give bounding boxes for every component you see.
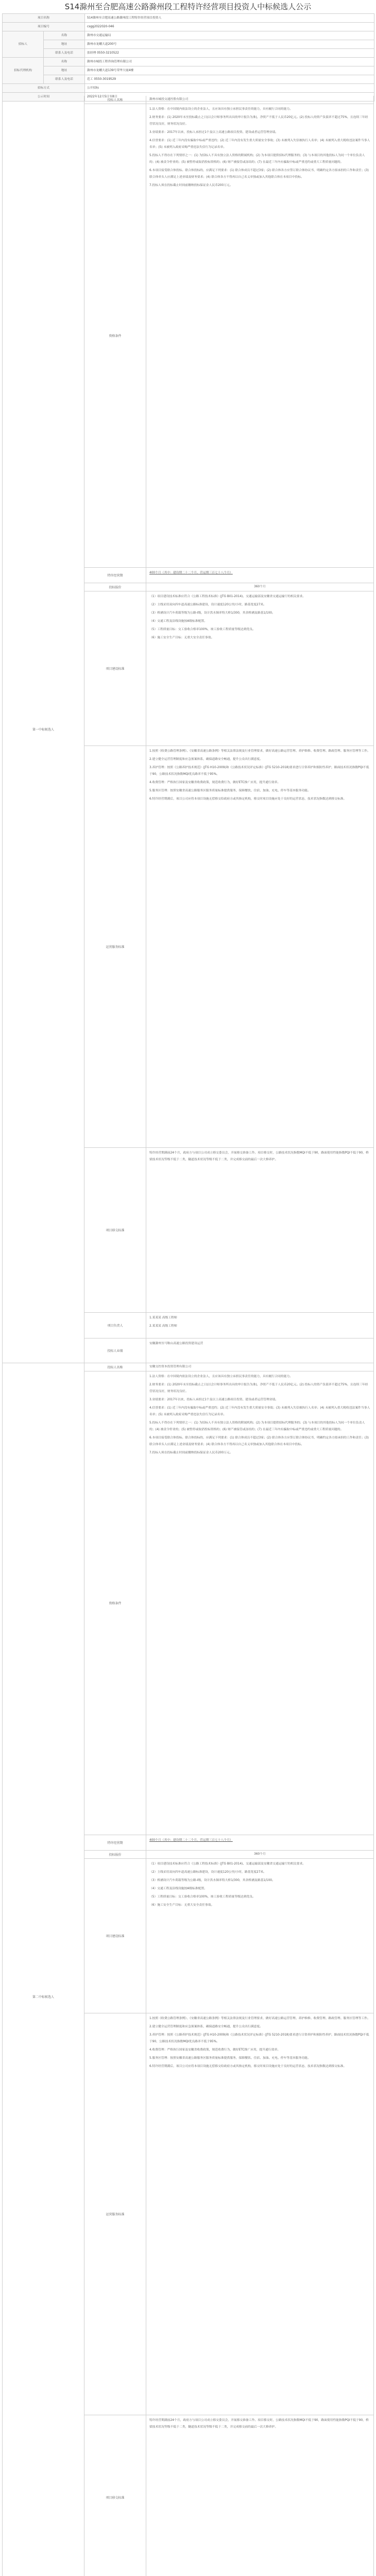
c1-qual-para: 4.信誉要求：(1) 近三年内没有骗取中标或严重违约；(2) 近三年内没有发生重大质量安全事故；(3) 未被列入失信被执行人名单；(4) 未被列入重大税收违法案件当事人名单；(5) 未被列入政府采购严重违法失信行为记录名单。 [149, 139, 370, 149]
agency-name-value: 滁州市城投工程咨询管理有限公司 [85, 58, 374, 66]
row-project-name [3, 14, 374, 23]
c1-person-content [146, 1313, 374, 1338]
c2-tech-para: （5）工程质量目标：交工验收合格率100%，竣工验收工程质量等级达到优良。 [149, 1895, 255, 1899]
c1-ops-para: 2.建立健全运营管理制度和应急预案体系，确保道路安全畅通，提升公众出行满意度。 [149, 758, 263, 761]
c1-perf-value: 安徽滁州至马鞍山高速公路投资建设运营 [146, 1338, 374, 1363]
row-tenderer-address [3, 40, 374, 49]
method-value: 公开招标 [85, 84, 374, 93]
c1-manage-para: 特许经营期满前24个月，政府方与项目公司成立移交委员会，开展移交准备工作。项目移交时，公路技术状况指数MQI不低于90，路面使用性能指数PQI不低于90，桥梁技术状况等级不低于二类，隧道技术状况等级不低于二类，并完成移交前的最后一次大修养护。 [149, 1151, 369, 1161]
c1-bidder-value: 滁州市城投交通控股有限公司 [146, 96, 374, 104]
tenderer-label: 招标人 [3, 31, 44, 58]
c1-tech-para: （4）交通工程及沿线设施按A级标准配置。 [149, 620, 207, 623]
row-method [3, 84, 374, 93]
c2-ops-label: 运营服务标准 [84, 2013, 146, 2415]
c1-ops-para: 4.收费管理：严格执行国家及安徽省收费政策，规范收费行为，做好ETC推广应用，提升通行效率。 [149, 781, 281, 784]
tenderer-name-value: 滁州市交通运输局 [85, 31, 374, 40]
tenderer-contact-value: 张经理 0550-3210522 [85, 49, 374, 58]
c2-ops-para: 6.特许经营期满后，项目公司应将本项目设施无偿移交给政府方或其指定机构，移交时项目设施应处于良好的运营状态，技术状况指数达到移交标准。 [149, 2065, 347, 2068]
c1-tech-para: （3）桥涵设计汽车荷载等级为公路-I级，设计洪水频率特大桥1/300，其余桥涵及路基1/100。 [149, 612, 275, 615]
c2-manage-content [146, 2415, 374, 2576]
c2-term-label: 特许经营期 [84, 1835, 146, 1851]
c1-person-label: 项目负责人 [84, 1313, 146, 1338]
c1-qual-para: 1.法人资格：在中国境内依法设立的企业法人，且应该具有独立承担民事责任的能力，具有履行合同的能力。 [149, 108, 293, 111]
publicity-date-value: 2022年12月5日至8日 [85, 93, 374, 101]
c2-fee-label: 投标报价 [84, 1851, 146, 1859]
c2-ops-content [146, 2013, 374, 2415]
agency-address-label: 地址 [44, 66, 85, 75]
row-tenderer-contact [3, 49, 374, 58]
project-number-label: 项目编号 [3, 23, 85, 31]
c2-qual-para: 6.本项目接受联合体投标。联合体投标的，应满足下列要求：(1) 联合体成员不超过3家；(2) 联合体各方应签订联合体协议书，明确约定各方拟承担的工作和责任；(3) 联合体牵头人应满足上述业绩及财务要求；(4) 联合体各方不得再以自己名义单独或加入其他联合体在本项目中投标。 [149, 1436, 369, 1446]
c1-tech-content [146, 591, 374, 746]
c2-qual-label: 资格条件 [84, 1371, 146, 1835]
c2-bidder-value: 安徽交控资本投资管理有限公司 [146, 1363, 374, 1371]
agency-label: 招标代理机构 [3, 58, 44, 84]
c1-manage-content [146, 1148, 374, 1313]
c2-qual-para: 7.投标人须在投标截止时间前缴纳投标保证金人民币200万元。 [149, 1451, 233, 1454]
c2-qual-content [146, 1371, 374, 1835]
c2-fee-value: 360个月 [146, 1851, 374, 1859]
c2-qual-para: 1.法人资格：在中国境内依法设立的企业法人，且应该具有独立承担民事责任的能力，具有履行合同的能力。 [149, 1375, 293, 1378]
tenderer-contact-label: 联系人及电话 [44, 49, 85, 58]
c1-tech-para: （1）项目建设技术标准应符合《公路工程技术标准》(JTG B01-2014)、交通运输部及安徽省交通运输厅的相关要求。 [149, 595, 306, 598]
c1-qual-para: 5.投标人不得存在下列情形之一：(1) 为招标人不具有独立法人资格的附属机构；(2) 为本项目提供招标代理服务的；(3) 与本项目的其他投标人为同一个单位负责人的；(4) 被责令停业的；(5) 被暂停或取消投标资格的；(6) 财产被接管或冻结的；(7) 在最近三年内有骗取中标或严重违约或重大工程质量问题的。 [149, 154, 365, 164]
c2-ops-para: 1.按照《收费公路管理条例》、《安徽省高速公路条例》等相关法律法规及行业管理要求，做好高速公路运营管理、养护维修、收费管理、路政管理、服务区管理等工作。 [149, 2017, 370, 2020]
agency-address-value: 滁州市龙蟠大道139号荣华大厦4楼 [85, 66, 374, 75]
candidate-1-label: 第一中标候选人 [2, 96, 84, 1363]
c1-ops-para: 6.特许经营期满后，项目公司应将本项目设施无偿移交给政府方或其指定机构，移交时项目设施应处于良好的运营状态，技术状况指数达到移交标准。 [149, 798, 347, 801]
row-agency-address [3, 66, 374, 75]
c2-qual-para: 5.投标人不得存在下列情形之一：(1) 为招标人不具有独立法人资格的附属机构；(2) 为本项目提供招标代理服务的；(3) 与本项目的其他投标人为同一个单位负责人的；(4) 被责令停业的；(5) 被暂停或取消投标资格的；(6) 财产被接管或冻结的；(7) 在最近三年内有骗取中标或严重违约或重大工程质量问题的。 [149, 1421, 365, 1431]
c2-term-text: 400个月（其中：建设期二十二个月，营运期三百七十八个月） [149, 1839, 233, 1842]
publicity-date-label: 公示时间 [3, 93, 85, 101]
candidate-2-section [2, 1363, 374, 2576]
notice-table [2, 13, 374, 2576]
candidate-1-section [2, 96, 374, 1363]
c1-qual-content [146, 104, 374, 568]
project-name-label: 项目名称 [3, 14, 85, 23]
agency-contact-value: 范工 0550-3019529 [85, 75, 374, 84]
c1-qual-para: 7.投标人须在投标截止时间前缴纳投标保证金人民币200万元。 [149, 184, 233, 187]
c2-ops-para: 4.收费管理：严格执行国家及安徽省收费政策，规范收费行为，做好ETC推广应用，提升通行效率。 [149, 2048, 281, 2052]
c2-ops-para: 5.服务区管理：按照安徽省高速公路服务区服务质量标准提供服务，保障餐饮、住宿、加油、充电、停车等基本服务功能。 [149, 2057, 311, 2060]
page-title: S14滁州至合肥高速公路滁州段工程特许经营项目投资人中标候选人公示 [64, 2, 312, 11]
c1-qual-para: 3.业绩要求：2017年以来，投标人承担过1个及以上高速公路项目投资、建设或者运营管理业绩。 [149, 131, 279, 134]
c1-ops-para: 1.按照《收费公路管理条例》、《安徽省高速公路条例》等相关法律法规及行业管理要求，做好高速公路运营管理、养护维修、收费管理、路政管理、服务区管理等工作。 [149, 750, 370, 753]
c1-term-text: 400个月（其中：建设期二十二个月，营运期三百七十八个月） [149, 571, 233, 574]
c1-ops-para: 3.养护管理：按照《公路养护技术规范》(JTG H10-2009)和《公路技术状况评定标准》(JTG 5210-2018)要求进行日常养护和预防性养护，路面技术状况指数PQI不低于90，公路技术状况指数MQI优良路率不低于95%。 [149, 766, 369, 776]
candidate-2-label: 第二中标候选人 [2, 1363, 84, 2576]
c1-qual-para: 2.财务要求：(1) 2020年末至投标截止之日(以会计师事务所出具的审计报告为准)，净资产不低于人民币20亿元。(2) 投标人的资产负债率不超过75%，且连续三年经营状况良好，财务状况良好。 [149, 116, 368, 126]
row-agency-name [3, 58, 374, 66]
c2-term-value [146, 1835, 374, 1851]
c1-tech-para: （5）工程质量目标：交工验收合格率100%，竣工验收工程质量等级达到优良。 [149, 628, 255, 631]
row-project-number [3, 23, 374, 31]
c1-ops-content [146, 746, 374, 1148]
c1-bidder-label: 投标人名称 [84, 96, 146, 104]
c2-manage-label: 项目移交标准 [84, 2415, 146, 2576]
c2-ops-para: 2.建立健全运营管理制度和应急预案体系，确保道路安全畅通，提升公众出行满意度。 [149, 2025, 263, 2028]
c1-fee-label: 投标报价 [84, 583, 146, 591]
project-info-table [2, 13, 374, 101]
c2-tech-content [146, 1859, 374, 2013]
project-name-value: S14滁州至合肥高速公路滁州段工程特许经营项目投资人 [85, 14, 374, 23]
c1-term-label: 特许经营期 [84, 568, 146, 583]
c1-tech-label: 项目建设标准 [84, 591, 146, 746]
c1-tech-para: （6）施工安全生产目标：无重大安全责任事故。 [149, 636, 214, 639]
project-number-value: csgg2022020-046 [85, 23, 374, 31]
c1-term-value [146, 568, 374, 583]
c2-manage-para: 特许经营期满前24个月，政府方与项目公司成立移交委员会，开展移交准备工作。项目移交时，公路技术状况指数MQI不低于90，路面使用性能指数PQI不低于90，桥梁技术状况等级不低于二类，隧道技术状况等级不低于二类，并完成移交前的最后一次大修养护。 [149, 2419, 369, 2429]
c1-perf-label: 投标人业绩 [84, 1338, 146, 1363]
c1-ops-label: 运营服务标准 [84, 746, 146, 1148]
tenderer-address-value: 滁州市龙蟠大道200号 [85, 40, 374, 49]
c2-qual-para: 4.信誉要求：(1) 近三年内没有骗取中标或严重违约；(2) 近三年内没有发生重大质量安全事故；(3) 未被列入失信被执行人名单；(4) 未被列入重大税收违法案件当事人名单；(5) 未被列入政府采购严重违法失信行为记录名单。 [149, 1406, 370, 1416]
c1-qual-label: 资格条件 [84, 104, 146, 568]
c2-tech-para: （3）桥涵设计汽车荷载等级为公路-I级，设计洪水频率特大桥1/300，其余桥涵及路基1/100。 [149, 1879, 275, 1882]
c2-bidder-label: 投标人名称 [84, 1363, 146, 1371]
c2-tech-para: （2）主线采用双向四车道高速公路标准建设，设计速度120公里/小时，路基宽度27米。 [149, 1871, 266, 1874]
c1-person-item: 1.某某某 高级工程师 [149, 1316, 177, 1319]
agency-contact-label: 联系人及电话 [44, 75, 85, 84]
c2-qual-para: 3.业绩要求：2017年以来，投标人承担过1个及以上高速公路项目投资、建设或者运营管理业绩。 [149, 1398, 279, 1401]
method-label: 招标方式 [3, 84, 85, 93]
c2-tech-label: 项目建设标准 [84, 1859, 146, 2013]
c1-manage-label: 项目移交标准 [84, 1148, 146, 1313]
c2-tech-para: （4）交通工程及沿线设施按A级标准配置。 [149, 1887, 207, 1890]
c2-ops-para: 3.养护管理：按照《公路养护技术规范》(JTG H10-2009)和《公路技术状况评定标准》(JTG 5210-2018)要求进行日常养护和预防性养护，路面技术状况指数PQI不低于90，公路技术状况指数MQI优良路率不低于95%。 [149, 2033, 369, 2043]
tenderer-address-label: 地址 [44, 40, 85, 49]
c2-tech-para: （1）项目建设技术标准应符合《公路工程技术标准》(JTG B01-2014)、交通运输部及安徽省交通运输厅的相关要求。 [149, 1862, 306, 1866]
c1-qual-para: 6.本项目接受联合体投标。联合体投标的，应满足下列要求：(1) 联合体成员不超过3家；(2) 联合体各方应签订联合体协议书，明确约定各方拟承担的工作和责任；(3) 联合体牵头人应满足上述业绩及财务要求；(4) 联合体各方不得再以自己名义单独或加入其他联合体在本项目中投标。 [149, 169, 369, 179]
row-agency-contact [3, 75, 374, 84]
agency-name-label: 名称 [44, 58, 85, 66]
c2-qual-para: 2.财务要求：(1) 2020年末至投标截止之日(以会计师事务所出具的审计报告为准)，净资产不低于人民币20亿元。(2) 投标人的资产负债率不超过75%，且连续三年经营状况良好，财务状况良好。 [149, 1383, 368, 1393]
c1-tech-para: （2）主线采用双向四车道高速公路标准建设，设计速度120公里/小时，路基宽度27米。 [149, 603, 266, 606]
tenderer-name-label: 名称 [44, 31, 85, 40]
c2-tech-para: （6）施工安全生产目标：无重大安全责任事故。 [149, 1904, 214, 1907]
c1-ops-para: 5.服务区管理：按照安徽省高速公路服务区服务质量标准提供服务，保障餐饮、住宿、加油、充电、停车等基本服务功能。 [149, 789, 311, 792]
c1-person-item: 2.某某某 高级工程师 [149, 1325, 177, 1328]
row-tenderer-name [3, 31, 374, 40]
c1-fee-value: 360个月 [146, 583, 374, 591]
